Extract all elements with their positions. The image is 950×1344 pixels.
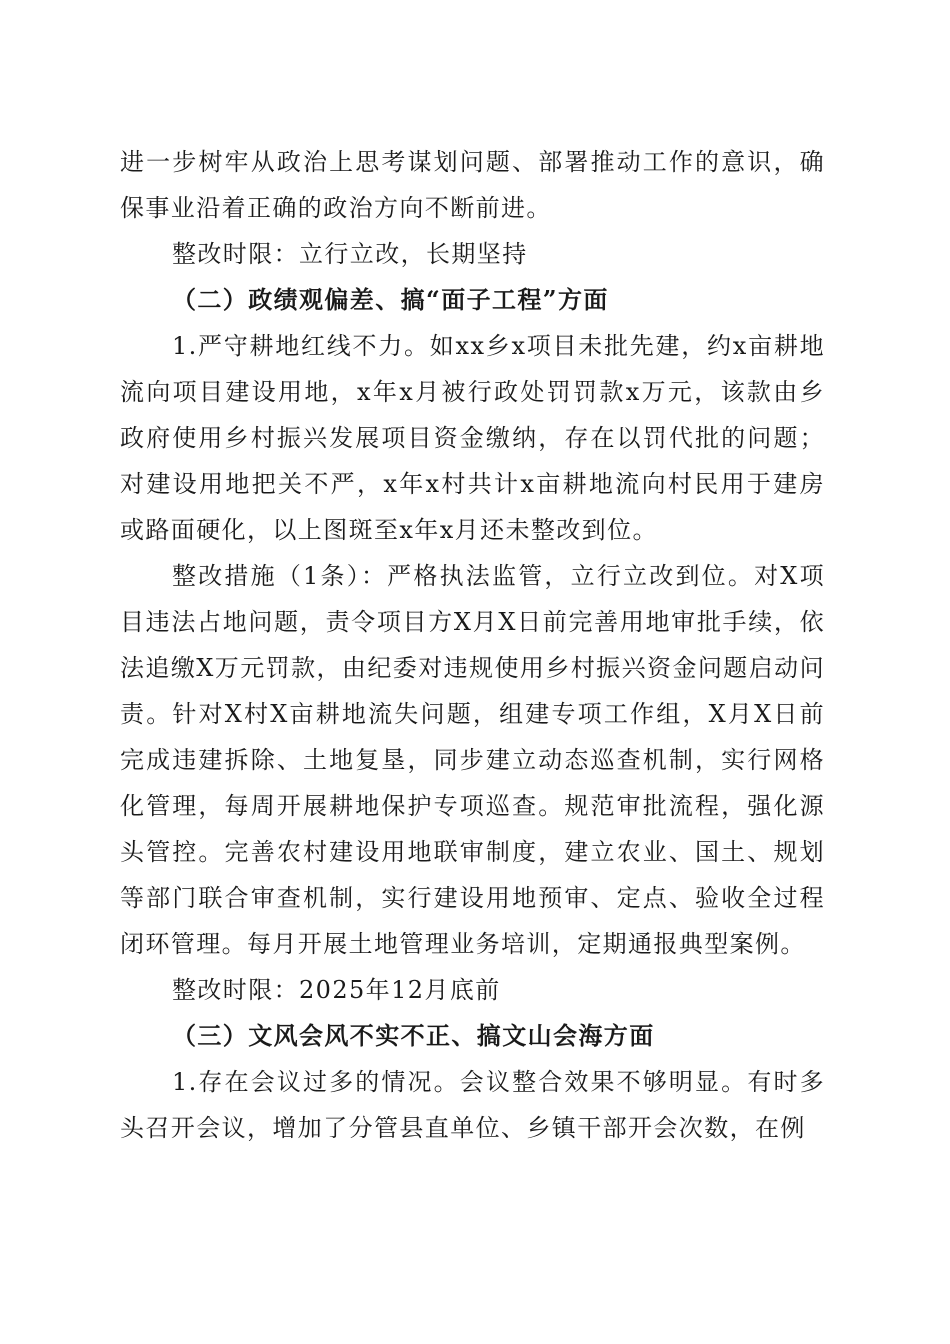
deadline-paragraph: 整改时限：立行立改，长期坚持 xyxy=(172,240,528,268)
issue-paragraph: 1.存在会议过多的情况。会议整合效果不够明显。有时多头召开会议，增加了分管县直单位、乡镇干部开会次数，在例 xyxy=(120,1068,825,1142)
section-heading-2: （二）政绩观偏差、搞“面子工程”方面 xyxy=(172,285,609,314)
measures-paragraph: 整改措施（1条）：严格执法监管，立行立改到位。对X项目违法占地问题，责令项目方X月X日前完善用地审批手续，依法追缴X万元罚款，由纪委对违规使用乡村振兴资金问题启动问责。针对X村X亩耕地流失问题，组建专项工作组，X月X日前完成违建拆除、土地复垦，同步建立动态巡查机制，实行网格化管理，每周开展耕地保护专项巡查。规范审批流程，强化源头管控。完善农村建设用地联审制度，建立农业、国土、规划等部门联合审查机制，实行建设用地预审、定点、验收全过程闭环管理。每月开展土地管理业务培训，定期通报典型案例。 xyxy=(120,562,825,958)
section-heading-3: （三）文风会风不实不正、搞文山会海方面 xyxy=(172,1021,655,1050)
issue-paragraph: 1.严守耕地红线不力。如xx乡x项目未批先建，约x亩耕地流向项目建设用地，x年x月被行政处罚罚款x万元，该款由乡政府使用乡村振兴发展项目资金缴纳，存在以罚代批的问题；对建设用地把关不严，x年x村共计x亩耕地流向村民用于建房或路面硬化，以上图斑至x年x月还未整改到位。 xyxy=(120,332,825,544)
deadline-paragraph: 整改时限：2025年12月底前 xyxy=(172,976,501,1004)
document-page xyxy=(120,139,825,1151)
paragraph-continuation: 进一步树牢从政治上思考谋划问题、部署推动工作的意识，确保事业沿着正确的政治方向不断前进。 xyxy=(120,148,825,222)
